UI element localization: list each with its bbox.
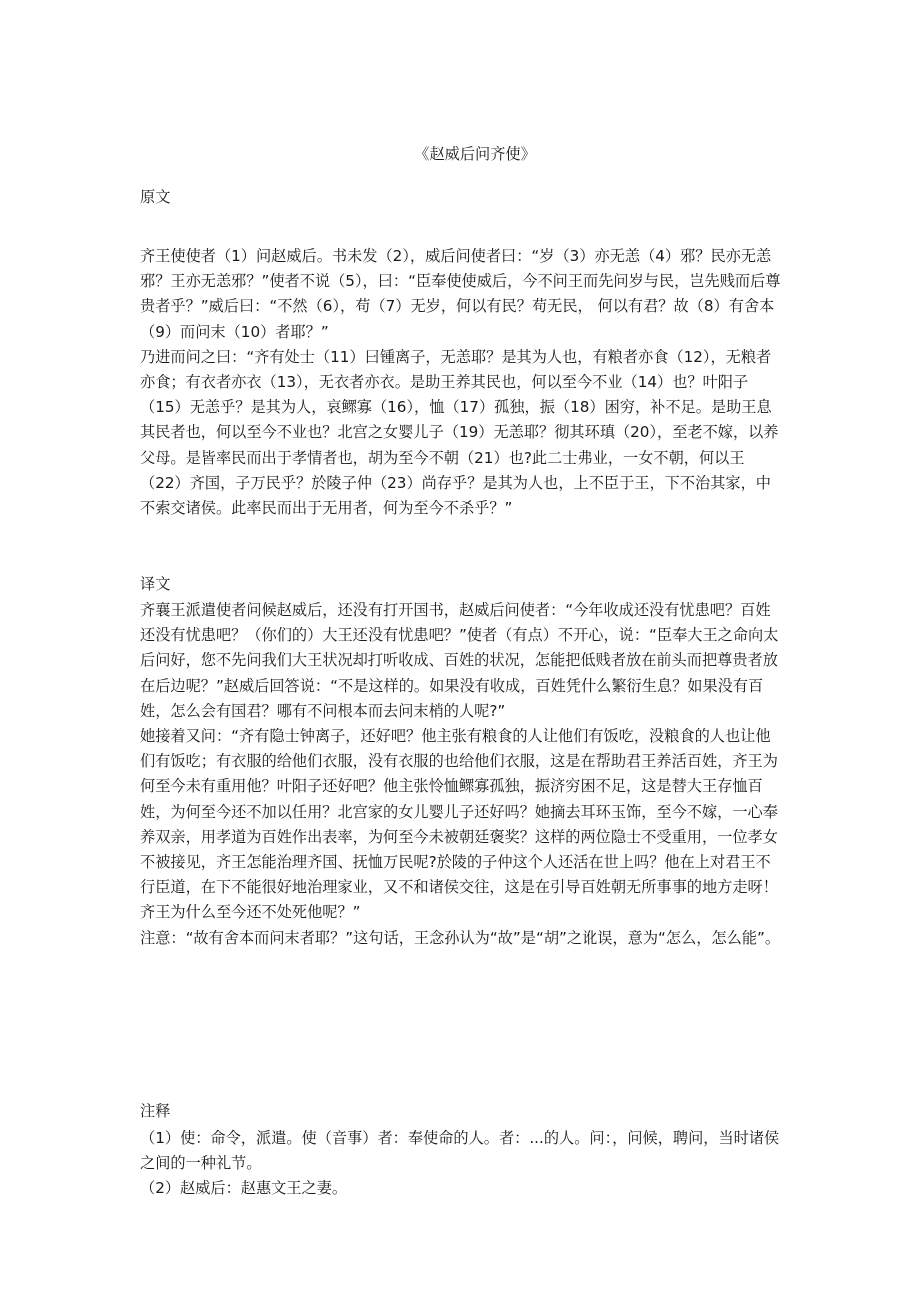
- original-text: [140, 244, 785, 521]
- original-paragraph: 齐王使使者（1）问赵威后。书未发（2），威后问使者曰：“岁（3）亦无恙（4）邪？民亦无恙邪？王亦无恙邪？”使者不说（5），曰：“臣奉使使威后，今不问王而先问岁与民，岂先贱而后尊贵者乎？”威后曰：“不然（6），苟（7）无岁，何以有民？苟无民， 何以有君？故（8）有舍本（9）而问末（10）者耶？”: [140, 247, 781, 341]
- original-paragraph: 乃进而问之曰：“齐有处士（11）曰锺离子，无恙耶？是其为人也，有粮者亦食（12），无粮者亦食；有衣者亦衣（13），无衣者亦衣。是助王养其民也，何以至今不业（14）也？叶阳子（15）无恙乎？是其为人，哀鳏寡（16），恤（17）孤独，振（18）困穷，补不足。是助王息其民者也，何以至今不业也？北宫之女婴儿子（19）无恙耶？彻其环瑱（20），至老不嫁，以养父母。是皆率民而出于孝情者也，胡为至今不朝（21）也?此二士弗业，一女不朝，何以王（22）齐国，子万民乎？於陵子仲（23）尚存乎？是其为人也，上不臣于王，下不治其家，中不索交诸侯。此率民而出于无用者，何为至今不杀乎？”: [140, 347, 779, 518]
- notes-heading: 注释: [140, 1102, 171, 1120]
- notes-list: [140, 1126, 785, 1202]
- translation-paragraph: 她接着又问：“齐有隐士钟离子，还好吧？他主张有粮食的人让他们有饭吃，没粮食的人也让他们有饭吃；有衣服的给他们衣服，没有衣服的也给他们衣服，这是在帮助君王养活百姓，齐王为何至今未有重用他？叶阳子还好吧？他主张怜恤鳏寡孤独，振济穷困不足，这是替大王存恤百姓，为何至今还不加以任用？北宫家的女儿婴儿子还好吗？她摘去耳环玉饰，至今不嫁，一心奉养双亲，用孝道为百姓作出表率，为何至今未被朝廷褒奖？这样的两位隐士不受重用，一位孝女不被接见，齐王怎能治理齐国、抚恤万民呢?於陵的子仲这个人还活在世上吗？他在上对君王不行臣道，在下不能很好地治理家业，又不和诸侯交往，这是在引导百姓朝无所事事的地方走呀！齐王为什么至今还不处死他呢？”: [140, 727, 778, 922]
- original-heading: 原文: [140, 188, 171, 206]
- document-title: 《赵威后问齐使》: [414, 145, 536, 163]
- translation-paragraph: 注意：“故有舍本而问末者耶？”这句话，王念孙认为“故”是“胡”之讹误，意为“怎么，怎么能”。: [140, 928, 781, 947]
- translation-text: [140, 598, 785, 951]
- translation-paragraph: 齐襄王派遣使者问候赵威后，还没有打开国书，赵威后问使者：“今年收成还没有忧患吧？百姓还没有忧患吧？（你们的）大王还没有忧患吧？”使者（有点）不开心，说：“臣奉大王之命向太后问好，您不先问我们大王状况却打听收成、百姓的状况，怎能把低贱者放在前头而把尊贵者放在后边呢？”赵威后回答说：“不是这样的。如果没有收成，百姓凭什么繁衍生息？如果没有百姓，怎么会有国君？哪有不问根本而去问末梢的人呢?”: [140, 601, 779, 720]
- note-item: （2）赵威后：赵惠文王之妻。: [140, 1179, 348, 1198]
- translation-heading: 译文: [140, 575, 171, 593]
- note-item: （1）使：命令，派遣。使（音事）者：奉使命的人。者：...的人。问：，问候，聘问，当时诸侯之间的一种礼节。: [140, 1129, 780, 1173]
